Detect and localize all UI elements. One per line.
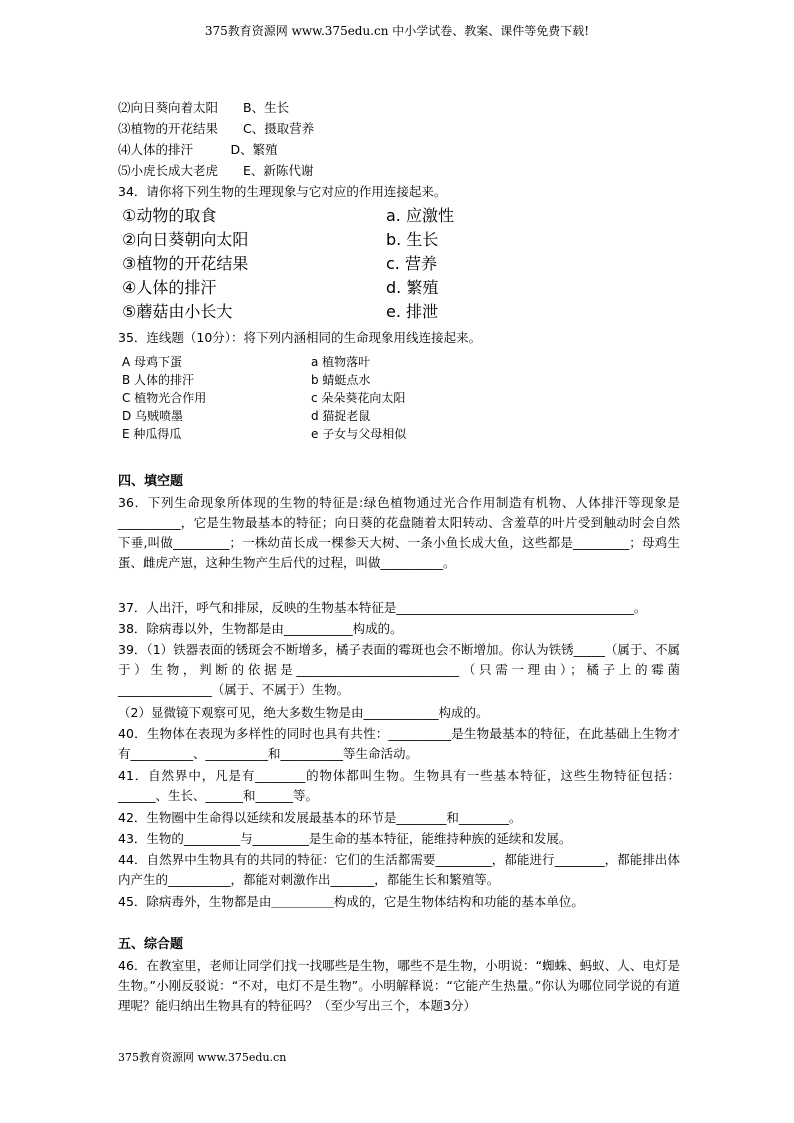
section-heading: 四、填空题 — [118, 474, 184, 489]
q35-right-item: b 蜻蜓点水 — [311, 373, 371, 387]
question-42: 42．生物圈中生命得以延续和发展最基本的环节是________和________。 — [118, 810, 522, 825]
q34-right-item: a. 应激性 — [386, 206, 454, 225]
q34-right-item: d. 繁殖 — [386, 278, 439, 297]
q33-item: ⑷人体的排汗 D、繁殖 — [118, 142, 278, 157]
q34-left-item: ①动物的取食 — [122, 206, 217, 225]
question-37: 37．人出汗，呼气和排尿，反映的生物基本特征是______________________________________。 — [118, 600, 647, 615]
q35-right-item: a 植物落叶 — [311, 355, 371, 369]
question-45: 45．除病毒外，生物都是由＿＿＿＿＿构成的，它是生物体结构和功能的基本单位。 — [118, 894, 584, 909]
q34-stem: 34．请你将下列生物的生理现象与它对应的作用连接起来。 — [118, 184, 447, 199]
q35-left-item: A 母鸡下蛋 — [122, 355, 183, 369]
question-43: 43．生物的_________与_________是生命的基本特征，能维持种族的延续和发展。 — [118, 831, 572, 846]
q35-right-item: e 子女与父母相似 — [311, 427, 407, 441]
q35-stem: 35．连线题（10分）：将下列内涵相同的生命现象用线连接起来。 — [118, 330, 482, 345]
question-39-part1: 39．（1）铁器表面的锈斑会不断增多，橘子表面的霉斑也会不断增加。你认为铁锈_____（属于、不属于）生物，判断的依据是__________________________（只需一理由）；橘子上的霉菌_______________（属于、不属于）生物。 — [118, 642, 680, 697]
q34-left-item: ③植物的开花结果 — [122, 254, 249, 273]
q35-left-item: B 人体的排汗 — [122, 373, 195, 387]
q35-left-item: E 种瓜得瓜 — [122, 427, 182, 441]
q33-item: ⑶植物的开花结果 C、摄取营养 — [118, 121, 315, 136]
page-footer: 375教育资源网 www.375edu.cn — [118, 1051, 287, 1064]
question-41: 41．自然界中，凡是有________的物体都叫生物。生物具有一些基本特征，这些生物特征包括：______、生长、______和______等。 — [118, 768, 680, 803]
question-38: 38．除病毒以外，生物都是由___________构成的。 — [118, 621, 403, 636]
q35-right-item: c 朵朵葵花向太阳 — [311, 391, 406, 405]
question-36: 36．下列生命现象所体现的生物的特征是:绿色植物通过光合作用制造有机物、人体排汗等现象是__________，它是生物最基本的特征；向日葵的花盘随着太阳转动、含羞草的叶片受到触动时会自然下垂,叫做_________；一株幼苗长成一棵参天大树、一条小鱼长成大鱼，这些都是_________；母鸡生蛋、雌虎产崽，这种生物产生后代的过程，叫做__________。 — [118, 495, 680, 570]
page-header: 375教育资源网 www.375edu.cn 中小学试卷、教案、课件等免费下载! — [204, 24, 590, 38]
question-44: 44．自然界中生物具有的共同的特征：它们的生活都需要_________，都能进行________，都能排出体内产生的__________，都能对刺激作出_______，都能生长和繁殖等。 — [118, 852, 680, 887]
question-46: 46．在教室里，老师让同学们找一找哪些是生物，哪些不是生物，小明说：“蜘蛛、蚂蚁、人、电灯是生物。”小刚反驳说：“不对，电灯不是生物”。小明解释说：“它能产生热量。”你认为哪位同学说的有道理呢？能归纳出生物具有的特征吗？（至少写出三个，本题3分） — [118, 958, 680, 1013]
q34-right-item: b. 生长 — [386, 230, 439, 249]
question-40: 40．生物体在表现为多样性的同时也具有共性：__________是生物最基本的特征，在此基础上生物才有__________、__________和__________等生命活动。 — [118, 726, 680, 761]
q35-left-item: D 乌贼喷墨 — [122, 409, 184, 423]
section-heading: 五、综合题 — [118, 937, 184, 952]
q34-right-item: c. 营养 — [386, 254, 437, 273]
question-39-part2: （2）显微镜下观察可见，绝大多数生物是由____________构成的。 — [118, 705, 489, 720]
q33-item: ⑵向日葵向着太阳 B、生长 — [118, 100, 290, 115]
q35-right-item: d 猫捉老鼠 — [311, 409, 371, 423]
q35-left-item: C 植物光合作用 — [122, 391, 207, 405]
q34-left-item: ②向日葵朝向太阳 — [122, 230, 249, 249]
q34-right-item: e. 排泄 — [386, 302, 439, 321]
q34-left-item: ⑤蘑菇由小长大 — [122, 302, 233, 321]
q33-item: ⑸小虎长成大老虎 E、新陈代谢 — [118, 163, 314, 178]
q34-left-item: ④人体的排汗 — [122, 278, 217, 297]
